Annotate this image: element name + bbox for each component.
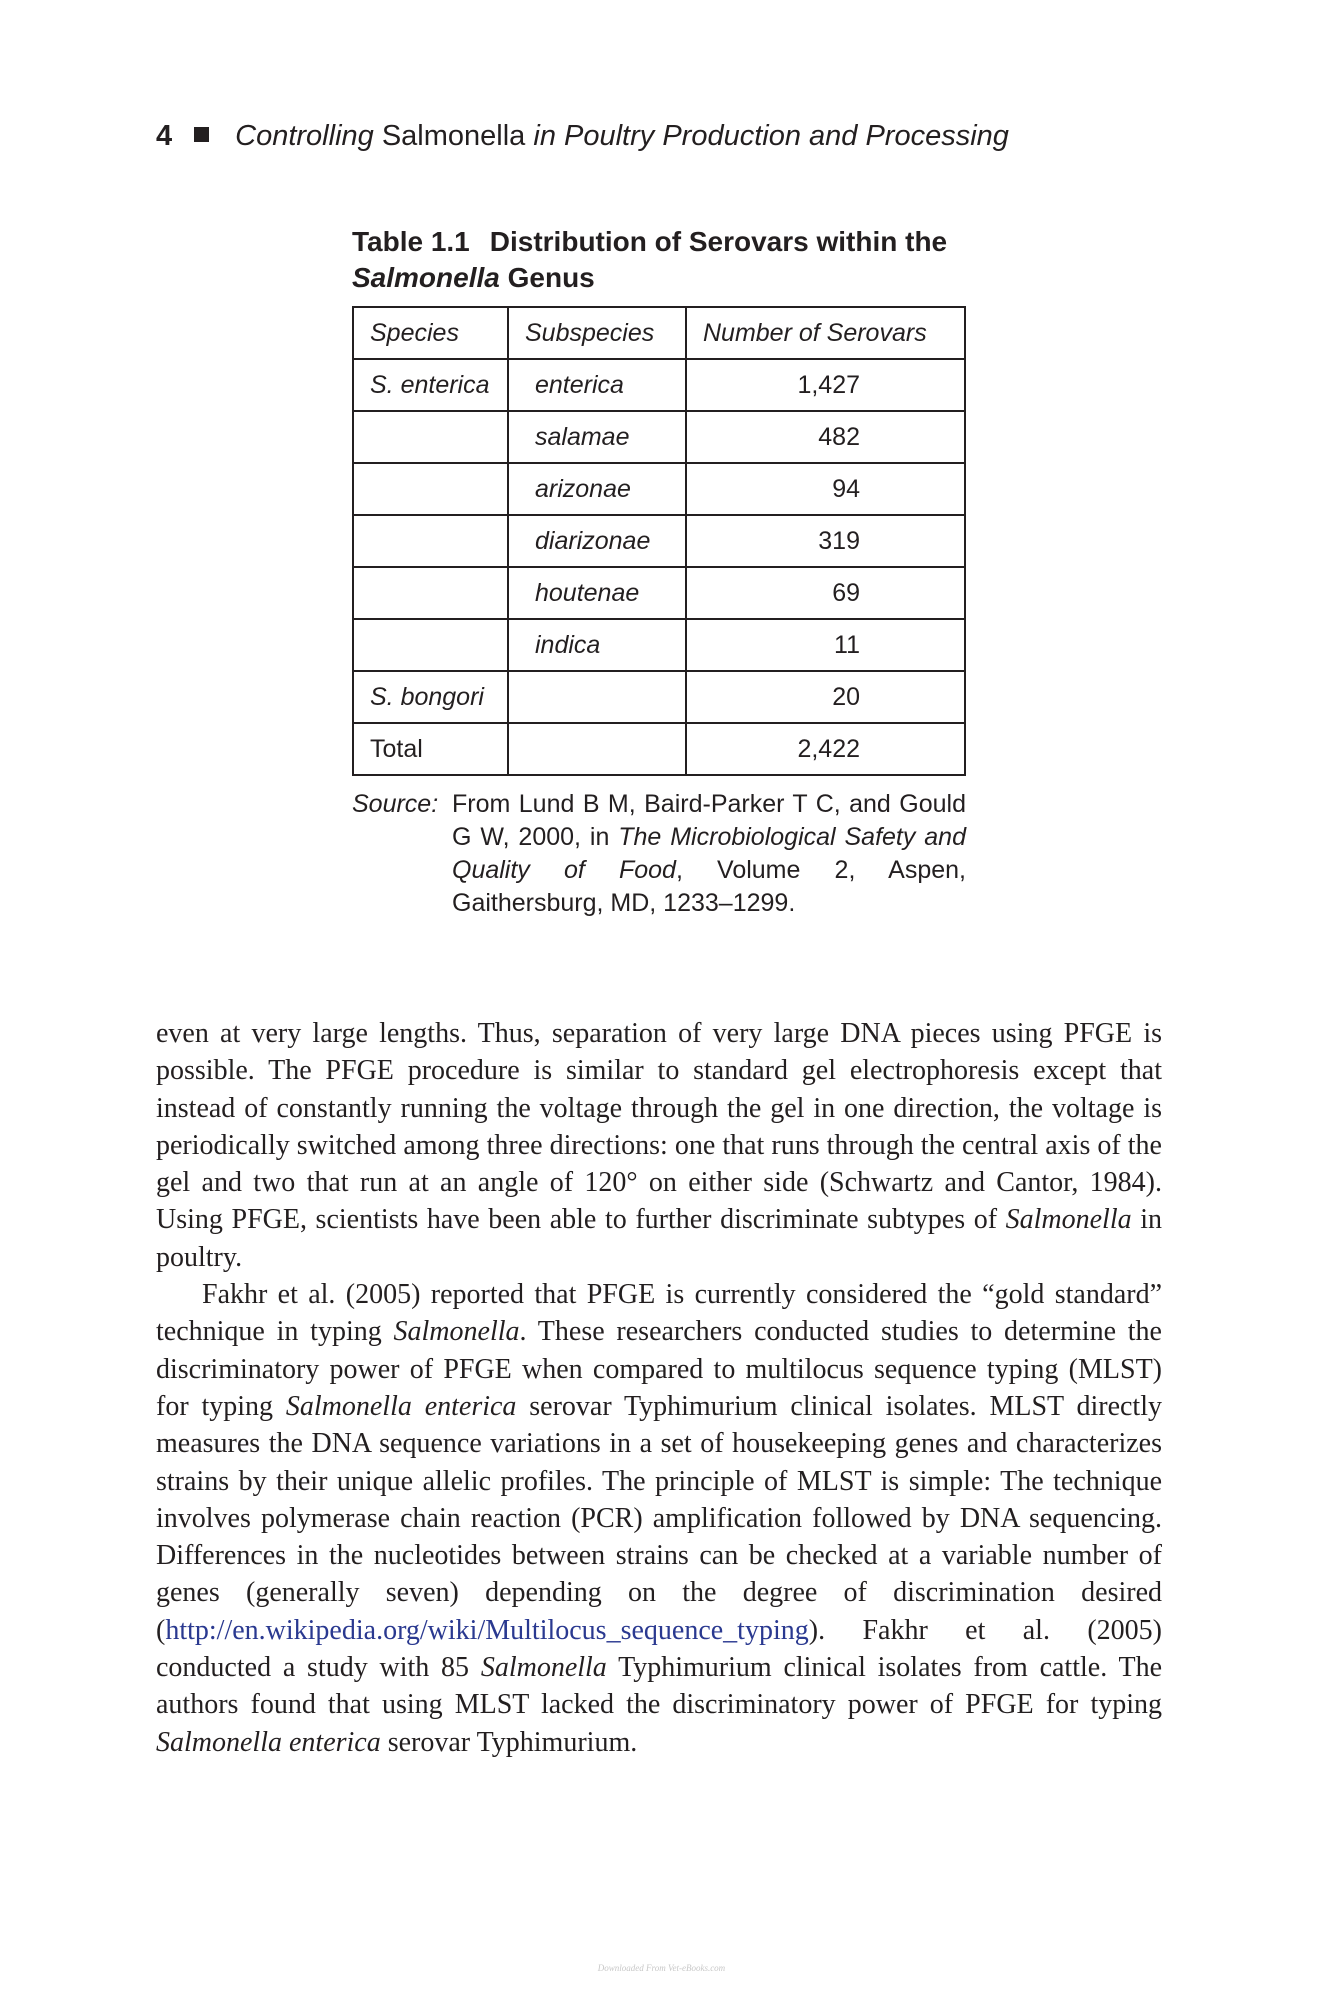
- cell-species: S. bongori: [353, 671, 508, 723]
- cell-species: S. enterica: [353, 359, 508, 411]
- cell-subspecies: [508, 723, 686, 775]
- table-total-row: [353, 723, 965, 775]
- paragraph-2-text-b: . These researchers conducted studies to determine the discriminatory power of PFGE when compared to multilocus sequence typing (MLST) for typing: [156, 1316, 1162, 1422]
- table-title-part2: Genus: [499, 262, 595, 293]
- wikipedia-mlst-link[interactable]: http://en.wikipedia.org/wiki/Multilocus_sequence_typing: [165, 1614, 809, 1646]
- source-book-title: The Microbiological Safety and Quality of Food: [452, 823, 966, 884]
- table-row: [353, 411, 965, 463]
- paragraph-1-text-b: in poultry.: [156, 1204, 1163, 1273]
- table-row: [353, 359, 965, 411]
- running-head-title-part2: Salmonella: [373, 120, 534, 152]
- paragraph-1-text-a: even at very large lengths. Thus, separation of very large DNA pieces using PFGE is possible. The PFGE procedure is similar to standard gel electrophoresis except that instead of constantly running the voltage through the gel in one direction, the voltage is periodically switched among three directions: one that runs through the central axis of the gel and two that run at an angle of 120° on either side (Schwartz and Cantor, 1984). Using PFGE, scientists have been able to further discriminate subtypes of: [156, 1018, 1162, 1236]
- table-caption: [352, 224, 968, 296]
- paragraph-2-italic-4: Salmonella enterica: [156, 1726, 381, 1758]
- table-row: [353, 567, 965, 619]
- cell-species: [353, 515, 508, 567]
- paragraph-2-italic-2: Salmonella enterica: [285, 1390, 517, 1422]
- paragraph-2-italic-1: Salmonella: [393, 1316, 520, 1348]
- cell-subspecies: salamae: [508, 411, 686, 463]
- cell-serovar-count: 11: [686, 619, 965, 671]
- cell-subspecies: diarizonae: [508, 515, 686, 567]
- cell-serovar-count: 482: [686, 411, 965, 463]
- cell-total-count: 2,422: [686, 723, 965, 775]
- paragraph-2-text-c: serovar Typhimurium clinical isolates. MLST directly measures the DNA sequence variations in a set of housekeeping genes and characterizes strains by their unique allelic profiles. The principle of MLST is simple: The technique involves polymerase chain reaction (PCR) amplification followed by DNA sequencing. Differences in the nucleotides between strains can be checked at a variable number of genes (generally seven) depending on the degree of discrimination desired (: [156, 1390, 1162, 1646]
- table-row: [353, 619, 965, 671]
- table-row: [353, 515, 965, 567]
- paragraph-2-text-f: serovar Typhimurium.: [380, 1726, 638, 1758]
- cell-subspecies: arizonae: [508, 463, 686, 515]
- paragraph-1: [156, 1015, 1162, 1276]
- cell-subspecies: [508, 671, 686, 723]
- cell-species: [353, 567, 508, 619]
- paragraph-2-text-e: Typhimurium clinical isolates from cattle. The authors found that using MLST lacked the discriminatory power of PFGE for typing: [156, 1652, 1162, 1721]
- column-header-number-of-serovars: Number of Serovars: [686, 307, 965, 359]
- cell-species: [353, 619, 508, 671]
- column-header-subspecies: Subspecies: [508, 307, 686, 359]
- source-text: [452, 788, 966, 920]
- square-bullet-icon: [194, 127, 209, 142]
- cell-serovar-count: 94: [686, 463, 965, 515]
- body-text: [156, 1015, 1162, 1761]
- paragraph-2-text-d: ). Fakhr et al. (2005) conducted a study with 85: [156, 1614, 1162, 1684]
- table-source-note: [352, 788, 966, 920]
- page-number: 4: [156, 120, 173, 152]
- running-head: [156, 118, 1009, 154]
- paragraph-2-text-a: Fakhr et al. (2005) reported that PFGE is currently considered the “gold standard” technique in typing: [156, 1279, 1162, 1348]
- paragraph-1-italic: Salmonella: [1005, 1204, 1132, 1236]
- cell-subspecies: houtenae: [508, 567, 686, 619]
- table-row: [353, 463, 965, 515]
- running-head-title-part1: Controlling: [235, 120, 374, 152]
- paragraph-2-italic-3: Salmonella: [480, 1652, 607, 1684]
- running-head-title-part3: in Poultry Production and Processing: [533, 120, 1009, 152]
- paragraph-2: [156, 1276, 1162, 1761]
- cell-serovar-count: 1,427: [686, 359, 965, 411]
- cell-serovar-count: 319: [686, 515, 965, 567]
- source-text-part1: From Lund B M, Baird-Parker T C, and Gould G W, 2000, in: [452, 790, 966, 851]
- download-watermark: Downloaded From Vet-eBooks.com: [597, 1963, 726, 1973]
- cell-serovar-count: 20: [686, 671, 965, 723]
- column-header-species: Species: [353, 307, 508, 359]
- table-block: [352, 224, 968, 920]
- serovar-table: [352, 306, 966, 776]
- table-title-italic: Salmonella: [352, 262, 500, 293]
- table-header-row: [353, 307, 965, 359]
- source-label: Source:: [352, 790, 439, 818]
- cell-species: [353, 463, 508, 515]
- cell-total-label: Total: [353, 723, 508, 775]
- table-label: Table 1.1: [352, 226, 470, 257]
- cell-subspecies: enterica: [508, 359, 686, 411]
- source-text-part2: , Volume 2, Aspen, Gaithersburg, MD, 1233–1299.: [452, 856, 966, 917]
- cell-subspecies: indica: [508, 619, 686, 671]
- table-title-part1: Distribution of Serovars within the: [489, 226, 948, 257]
- cell-species: [353, 411, 508, 463]
- cell-serovar-count: 69: [686, 567, 965, 619]
- table-row: [353, 671, 965, 723]
